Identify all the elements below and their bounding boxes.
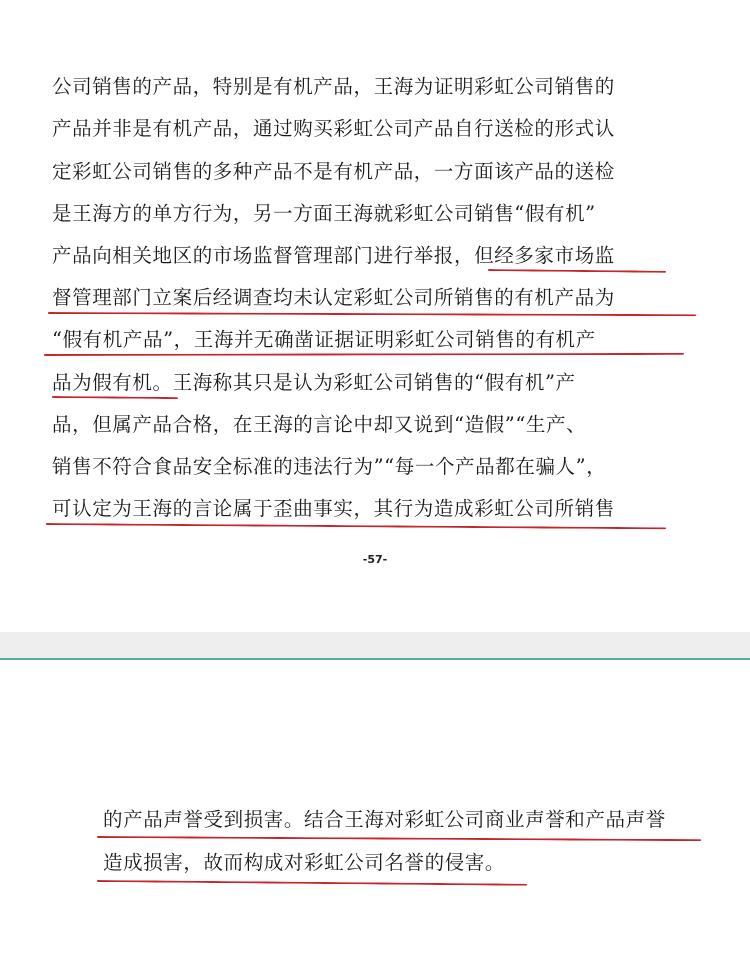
text-line-3: 定彩虹公司销售的多种产品不是有机产品，一方面该产品的送检 (52, 160, 615, 183)
page-number: -57- (362, 553, 388, 566)
page-gap (0, 632, 750, 658)
text-line-5: 产品向相关地区的市场监督管理部门进行举报，但经多家市场监 (52, 244, 615, 267)
text-line-8: 品为假有机。王海称其只是认为彩虹公司销售的“假有机”产 (52, 371, 576, 394)
text-line-4: 是王海方的单方行为，另一方面王海就彩虹公司销售“假有机” (52, 202, 596, 225)
text-line-7: “假有机产品”，王海并无确凿证据证明彩虹公司销售的有机产 (52, 328, 596, 351)
red-underline-7 (97, 880, 527, 886)
text-line-12: 的产品声誉受到损害。结合王海对彩虹公司商业声誉和产品声誉 (103, 808, 666, 831)
document-page-58 (0, 660, 750, 974)
text-line-13: 造成损害，故而构成对彩虹公司名誉的侵害。 (103, 851, 506, 874)
text-line-9: 品，但属产品合格，在王海的言论中却又说到“造假”“生产、 (52, 413, 587, 436)
text-line-1: 公司销售的产品，特别是有机产品，王海为证明彩虹公司销售的 (52, 75, 615, 98)
text-line-2: 产品并非是有机产品，通过购买彩虹公司产品自行送检的形式认 (52, 117, 615, 140)
text-line-6: 督管理部门立案后经调查均未认定彩虹公司所销售的有机产品为 (52, 286, 615, 309)
text-line-10: 销售不符合食品安全标准的违法行为”“每一个产品都在骗人”， (52, 455, 607, 478)
text-line-11: 可认定为王海的言论属于歪曲事实，其行为造成彩虹公司所销售 (52, 497, 615, 520)
